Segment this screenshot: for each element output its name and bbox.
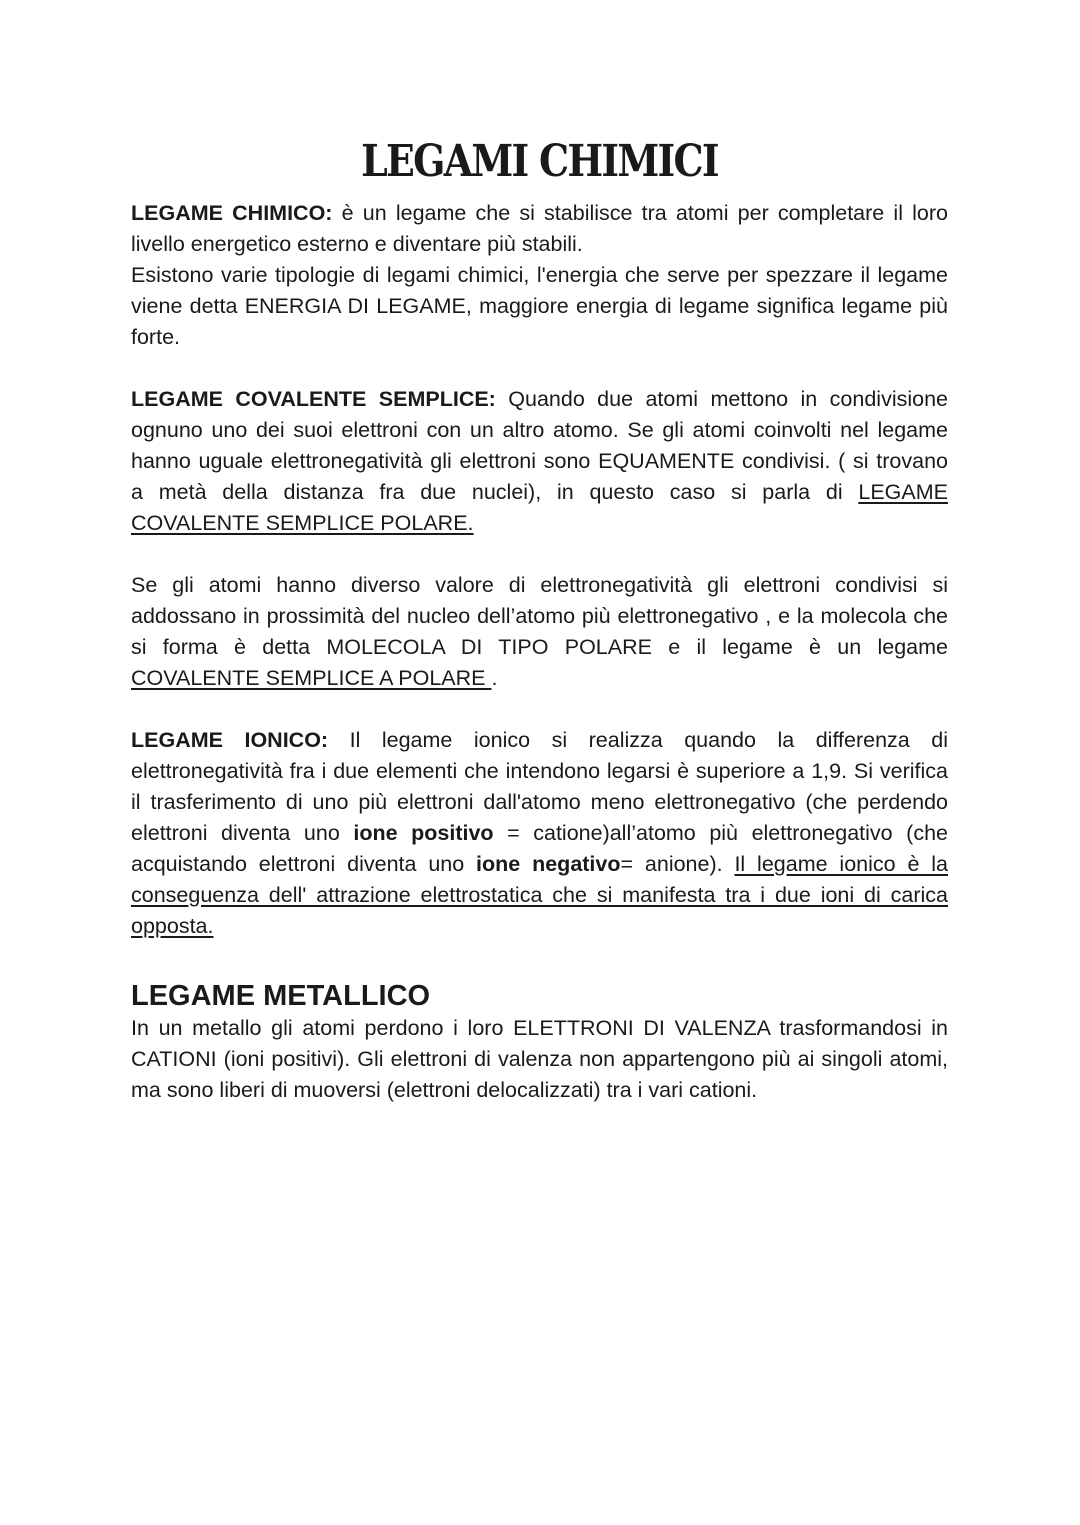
underlined-ionico-conclusion: Il legame ionico è la conseguenza dell' attrazione elettrostatica che si manifesta tra i due ioni di carica opposta. (131, 852, 948, 938)
text-ionico-3: = anione). (620, 852, 735, 876)
section-legame-chimico (131, 198, 948, 353)
text-legame-chimico-definition: è un legame che si stabilisce tra atomi per completare il loro livello energetico esterno e diventare più stabili. (131, 201, 948, 256)
underlined-covalente-a-polare: COVALENTE SEMPLICE A POLARE (131, 666, 492, 690)
section-legame-ionico (131, 725, 948, 942)
term-legame-chimico: LEGAME CHIMICO: (131, 201, 333, 225)
heading-legame-metallico: LEGAME METALLICO (131, 980, 431, 1012)
text-ionico-1: Il legame ionico si realizza quando la differenza di elettronegatività fra i due elementi che intendono legarsi è superiore a 1,9. Si verifica il trasferimento di uno più elettroni dall'atomo meno elettronegativo (che perdendo elettroni diventa uno (131, 728, 948, 845)
paragraph-energia-di-legame: Esistono varie tipologie di legami chimici, l'energia che serve per spezzare il legame viene detta ENERGIA DI LEGAME, maggiore energia di legame significa legame più forte. (131, 263, 948, 349)
spacer (131, 694, 948, 725)
section-legame-metallico (131, 1013, 948, 1106)
text-covalente-diverso: Se gli atomi hanno diverso valore di elettronegatività gli elettroni condivisi si addossano in prossimità del nucleo dell’atomo più elettronegativo , e la molecola che si forma è detta MOLECOLA DI TIPO POLARE e il legame è un legame (131, 573, 948, 659)
text-ionico-2: = catione)all’atomo più elettronegativo (che acquistando elettroni diventa uno (131, 821, 948, 876)
paragraph-legame-metallico: In un metallo gli atomi perdono i loro ELETTRONI DI VALENZA trasformandosi in CATIONI (ioni positivi). Gli elettroni di valenza non appartengono più ai singoli atomi, ma sono liberi di muoversi (elettroni delocalizzati) tra i vari cationi. (131, 1016, 948, 1102)
document-page (131, 0, 948, 1106)
paragraph-covalente-semplice (131, 384, 948, 539)
term-ione-negativo: ione negativo (476, 852, 621, 876)
paragraph-covalente-diverso (131, 570, 948, 694)
spacer (131, 539, 948, 570)
term-ione-positivo: ione positivo (353, 821, 494, 845)
paragraph-legame-ionico (131, 725, 948, 942)
underlined-covalente-polare: LEGAME COVALENTE SEMPLICE POLARE. (131, 480, 948, 535)
page-title: LEGAMI CHIMICI (361, 136, 718, 187)
spacer (131, 353, 948, 384)
term-legame-ionico: LEGAME IONICO: (131, 728, 329, 752)
text-period: . (491, 666, 498, 690)
paragraph-legame-chimico-definition (131, 198, 948, 260)
text-covalente-definition: Quando due atomi mettono in condivisione ognuno uno dei suoi elettroni con un altro atomo. Se gli atomi coinvolti nel legame hanno uguale elettronegatività gli elettroni sono EQUAMENTE condivisi. ( si trovano a metà della distanza fra due nuclei), in questo caso si parla di (131, 387, 948, 504)
term-legame-covalente-semplice: LEGAME COVALENTE SEMPLICE: (131, 387, 496, 411)
section-legame-covalente (131, 384, 948, 694)
